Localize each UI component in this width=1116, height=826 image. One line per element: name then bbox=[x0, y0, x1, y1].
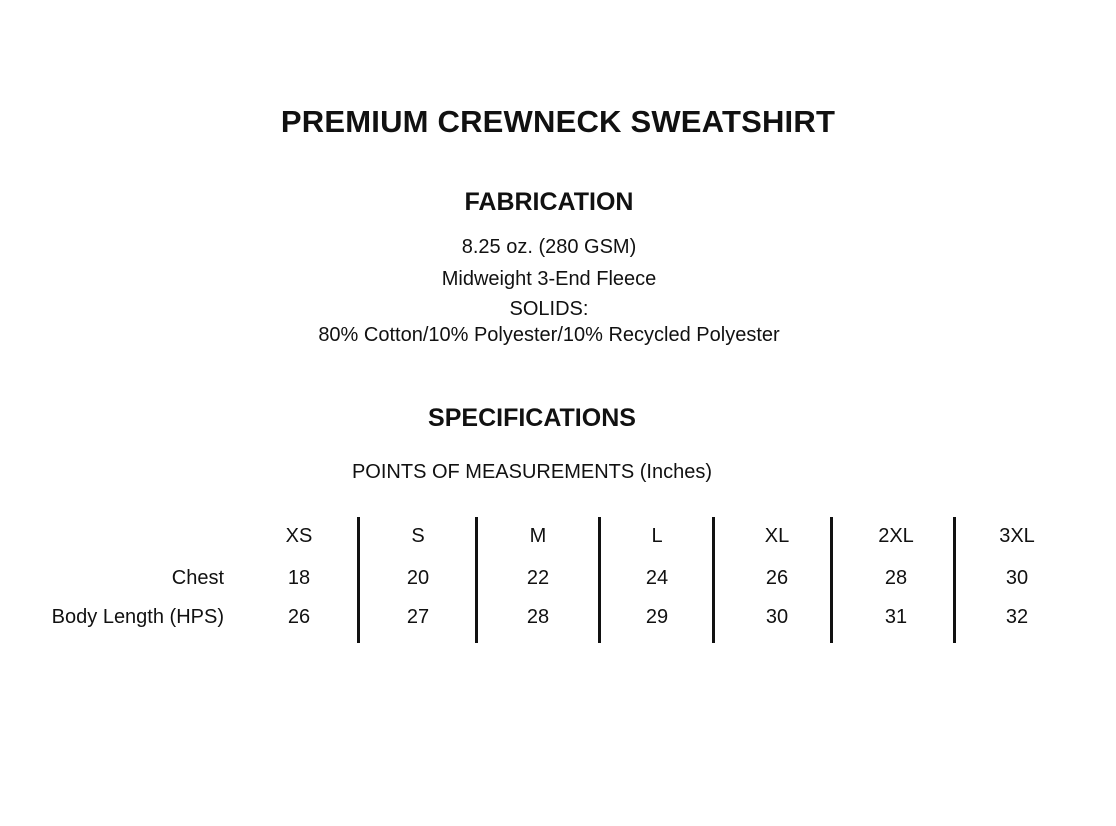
size-header: S bbox=[411, 525, 425, 547]
fabrication-solids-label: SOLIDS: bbox=[509, 298, 589, 320]
size-header: XL bbox=[764, 525, 790, 547]
page-title: PREMIUM CREWNECK SWEATSHIRT bbox=[280, 104, 836, 139]
table-cell: 22 bbox=[526, 567, 550, 589]
size-header: L bbox=[651, 525, 663, 547]
column-divider bbox=[712, 517, 715, 643]
specifications-heading: SPECIFICATIONS bbox=[428, 404, 636, 432]
points-of-measurement-label: POINTS OF MEASUREMENTS (Inches) bbox=[351, 461, 713, 483]
table-cell: 18 bbox=[287, 567, 311, 589]
table-cell: 31 bbox=[884, 606, 908, 628]
size-header: XS bbox=[285, 525, 313, 547]
size-header: M bbox=[529, 525, 547, 547]
table-cell: 26 bbox=[765, 567, 789, 589]
fabrication-heading: FABRICATION bbox=[464, 188, 634, 216]
column-divider bbox=[475, 517, 478, 643]
fabrication-composition: 80% Cotton/10% Polyester/10% Recycled Polyester bbox=[318, 324, 780, 346]
table-cell: 30 bbox=[765, 606, 789, 628]
column-divider bbox=[830, 517, 833, 643]
table-cell: 24 bbox=[645, 567, 669, 589]
table-cell: 27 bbox=[406, 606, 430, 628]
table-cell: 29 bbox=[645, 606, 669, 628]
table-cell: 20 bbox=[406, 567, 430, 589]
column-divider bbox=[598, 517, 601, 643]
row-label-chest: Chest bbox=[171, 567, 224, 589]
fabrication-weight: 8.25 oz. (280 GSM) bbox=[461, 236, 637, 258]
size-header: 3XL bbox=[999, 525, 1035, 547]
column-divider bbox=[357, 517, 360, 643]
table-cell: 26 bbox=[287, 606, 311, 628]
size-header: 2XL bbox=[878, 525, 914, 547]
row-label-body-length: Body Length (HPS) bbox=[51, 606, 224, 628]
table-cell: 30 bbox=[1005, 567, 1029, 589]
column-divider bbox=[953, 517, 956, 643]
table-cell: 28 bbox=[526, 606, 550, 628]
table-cell: 32 bbox=[1005, 606, 1029, 628]
fabrication-fleece: Midweight 3-End Fleece bbox=[441, 268, 657, 290]
table-cell: 28 bbox=[884, 567, 908, 589]
